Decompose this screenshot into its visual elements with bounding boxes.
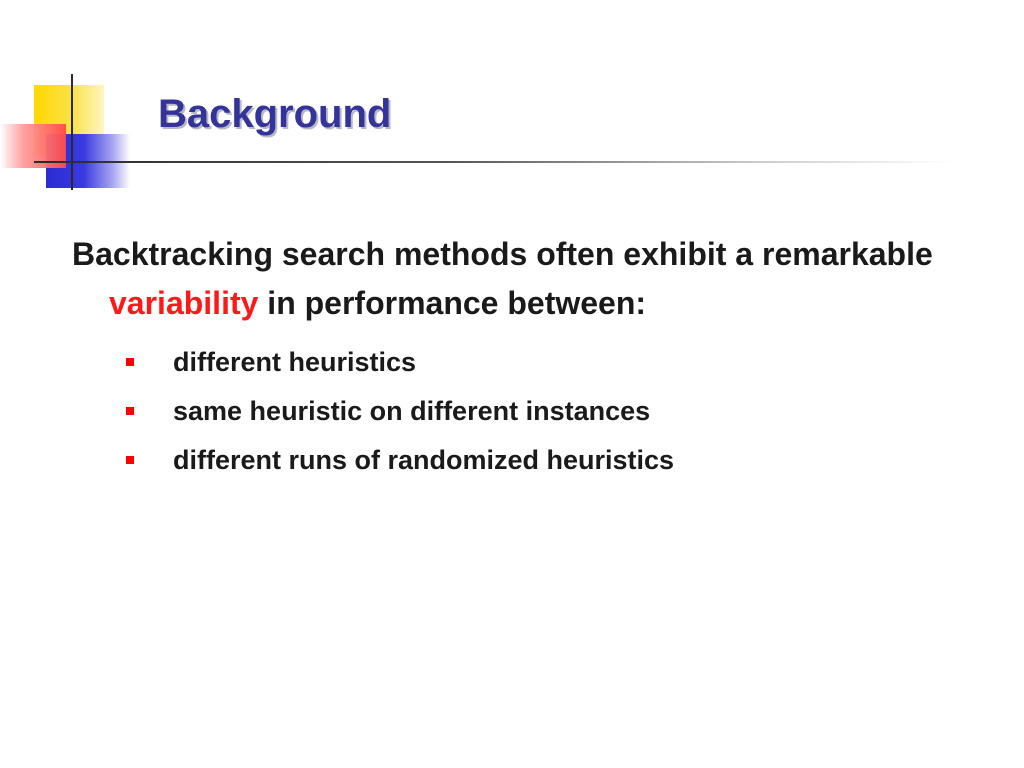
sub-bullet-item	[72, 387, 972, 436]
slide-title: Background	[158, 92, 392, 136]
main-bullet-text-end: in performance between:	[258, 285, 647, 321]
logo-vertical-line	[71, 74, 73, 190]
main-bullet-text-start: Backtracking search methods often exhibit a remarkable	[72, 236, 933, 272]
sub-bullet-item	[72, 338, 972, 387]
square-bullet-icon	[126, 407, 134, 415]
sub-bullet-text: different heuristics	[173, 347, 417, 377]
sub-bullet-list	[72, 338, 972, 485]
slide-body	[72, 230, 972, 485]
title-underline	[34, 161, 954, 163]
sub-bullet-text: same heuristic on different instances	[173, 396, 651, 426]
sub-bullet-item	[72, 436, 972, 485]
emphasis-text: variability	[109, 285, 259, 321]
square-bullet-icon	[126, 456, 134, 464]
main-bullet	[72, 230, 972, 328]
square-bullet-icon	[126, 358, 134, 366]
sub-bullet-text: different runs of randomized heuristics	[173, 445, 675, 475]
